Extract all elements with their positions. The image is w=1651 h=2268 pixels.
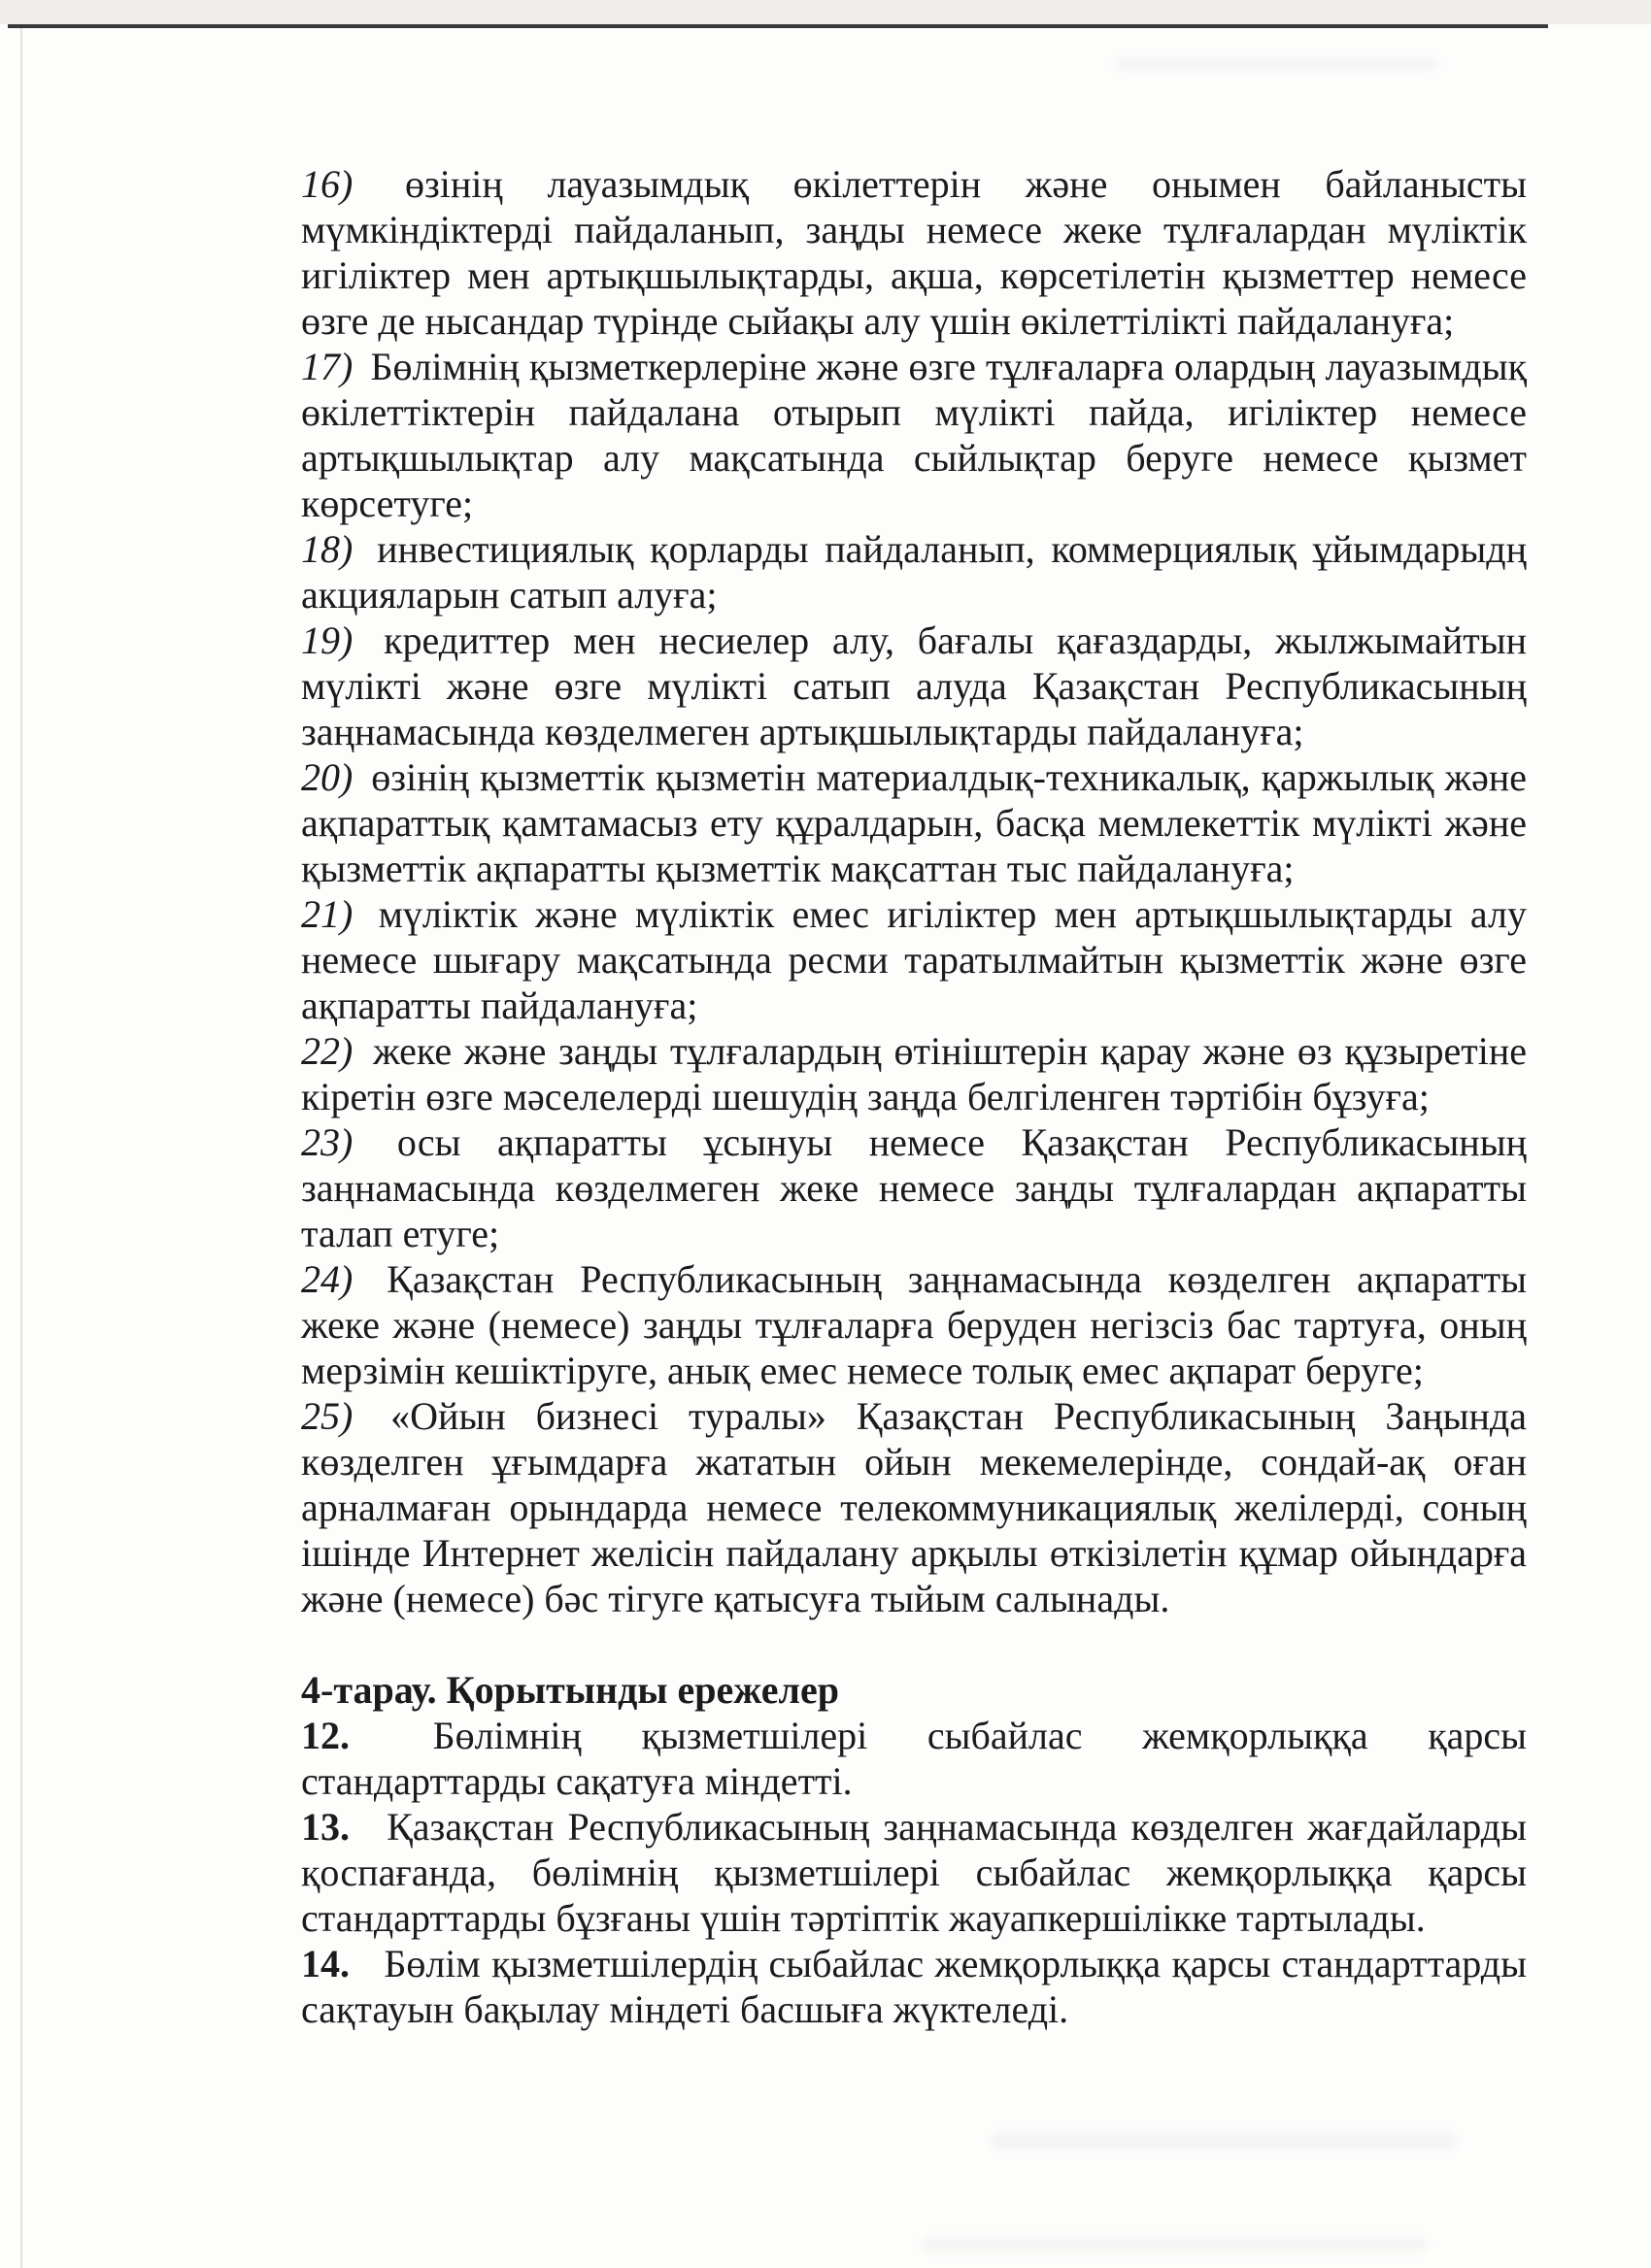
- chapter-heading: 4-тарау. Қорытынды ережелер: [301, 1668, 839, 1712]
- item-number: 17): [301, 345, 354, 388]
- list-item-22: [301, 1028, 1527, 1119]
- item-text: өзінің қызметтік қызметін материалдық-техникалық, қаржылық және ақпараттық қамтамасыз ету құралдарын, басқа мемлекеттік мүлікті және қызметтік ақпаратты қызметтік мақсаттан тыс пайдалануға;: [301, 755, 1527, 890]
- list-item-25: [301, 1393, 1527, 1621]
- item-number: 22): [301, 1029, 354, 1073]
- list-item-23: [301, 1119, 1527, 1256]
- item-text: Қазақстан Республикасының заңнамасында көзделген жағдайларды қоспағанда, бөлімнің қызметшілері сыбайлас жемқорлыққа қарсы стандарттарды бұзғаны үшін тәртіптік жауапкершілікке тартылады.: [301, 1805, 1528, 1940]
- item-text: Бөлімнің қызметкерлеріне және өзге тұлғаларға олардың лауазымдық өкілеттіктерін пайдалана отырып мүлікті пайда, игіліктер немесе артықшылықтар алу мақсатында сыйлықтар беруге немесе қызмет көрсетуге;: [301, 345, 1527, 525]
- item-number: 16): [301, 162, 354, 206]
- item-number: 18): [301, 527, 354, 571]
- item-text: Бөлім қызметшілердің сыбайлас жемқорлыққа қарсы стандарттарды сақтауын бақылау міндеті басшыға жүктеледі.: [301, 1942, 1527, 2031]
- item-number: 14.: [301, 1942, 350, 1985]
- list-item-12: [301, 1713, 1527, 1804]
- item-text: кредиттер мен несиелер алу, бағалы қағаздарды, жылжымайтын мүлікті және өзге мүлікті сатып алуда Қазақстан Республикасының заңнамасында көзделмеген артықшылықтарды пайдалануға;: [301, 618, 1527, 753]
- document-body: [301, 161, 1527, 2032]
- item-text: осы ақпаратты ұсынуы немесе Қазақстан Республикасының заңнамасында көзделмеген жеке немесе заңды тұлғалардан ақпаратты талап етуге;: [301, 1120, 1527, 1255]
- list-item-19: [301, 617, 1527, 754]
- item-number: 23): [301, 1120, 354, 1164]
- list-item-14: [301, 1941, 1527, 2032]
- scan-top-edge-line: [8, 24, 1548, 28]
- item-text: мүліктік және мүліктік емес игіліктер мен артықшылықтарды алу немесе шығару мақсатында ресми таратылмайтын қызметтік және өзге ақпаратты пайдалануға;: [301, 892, 1527, 1027]
- list-item-20: [301, 754, 1527, 891]
- item-text: инвестициялық қорларды пайдаланып, коммерциялық ұйымдарыдң акцияларын сатып алуға;: [301, 527, 1527, 617]
- list-item-13: [301, 1804, 1527, 1941]
- bleed-through-artifact: [991, 2132, 1457, 2150]
- item-number: 12.: [301, 1714, 350, 1757]
- item-text: «Ойын бизнесі туралы» Қазақстан Республикасының Заңында көзделген ұғымдарға жататын ойын мекемелерінде, сондай-ақ оған арналмаған орындарда немесе телекоммуникациялық желілерді, соның ішінде Интернет желісін пайдалану арқылы өткізілетін құмар ойындарға және (немесе) бәс тігуге қатысуға тыйым салынады.: [301, 1394, 1528, 1620]
- scan-left-edge-line: [20, 28, 22, 2268]
- list-item-18: [301, 526, 1527, 617]
- item-text: жеке және заңды тұлғалардың өтініштерін қарау және өз құзыретіне кіретін өзге мәселелерді шешудің заңда белгіленген тәртібін бұзуға;: [301, 1029, 1527, 1118]
- list-item-16: [301, 161, 1527, 344]
- item-number: 19): [301, 618, 354, 662]
- item-text: Қазақстан Республикасының заңнамасында көзделген ақпаратты жеке және (немесе) заңды тұлғаларға беруден негізсіз бас тартуға, оның мерзімін кешіктіруге, анық емес немесе толық емес ақпарат беруге;: [301, 1257, 1527, 1392]
- scanner-edge-strip: [0, 0, 1651, 24]
- list-item-21: [301, 891, 1527, 1028]
- list-item-17: [301, 344, 1527, 526]
- item-number: 24): [301, 1257, 354, 1301]
- item-text: Бөлімнің қызметшілері сыбайлас жемқорлыққа қарсы стандарттарды сақатуға міндетті.: [301, 1714, 1528, 1803]
- item-number: 13.: [301, 1805, 350, 1849]
- bleed-through-artifact: [923, 2238, 1428, 2251]
- bleed-through-artifact: [1117, 58, 1437, 70]
- item-number: 25): [301, 1394, 354, 1438]
- item-number: 21): [301, 892, 354, 936]
- list-item-24: [301, 1256, 1527, 1393]
- item-text: өзінің лауазымдық өкілеттерін және онымен байланысты мүмкіндіктерді пайдаланып, заңды немесе жеке тұлғалардан мүліктік игіліктер мен артықшылықтарды, ақша, көрсетілетін қызметтер немесе өзге де нысандар түрінде сыйақы алу үшін өкілеттілікті пайдалануға;: [301, 162, 1527, 343]
- item-number: 20): [301, 755, 354, 799]
